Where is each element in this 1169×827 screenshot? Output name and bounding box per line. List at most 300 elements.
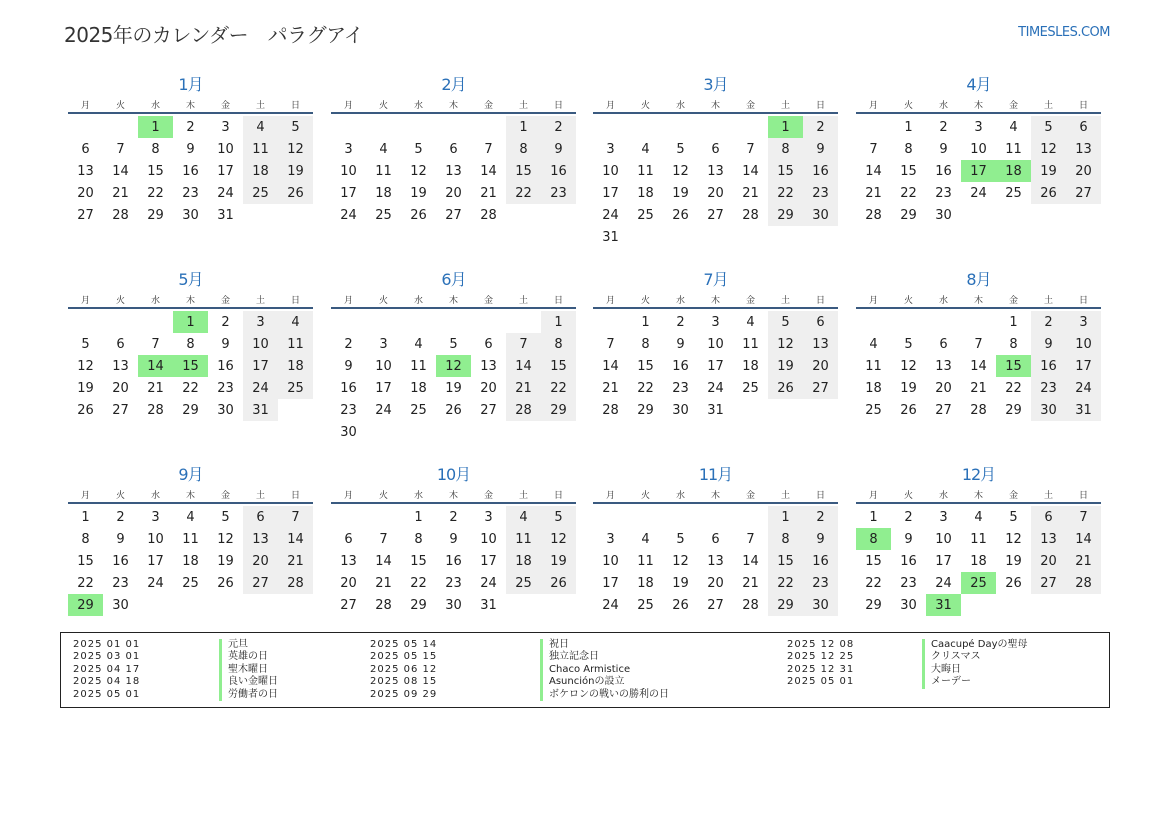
day-cell: 27 <box>803 377 838 399</box>
legend-date: 2025 12 31 <box>787 663 855 675</box>
day-cell: 2 <box>939 119 948 135</box>
day-cell: 22 <box>410 575 427 591</box>
weekday-header <box>68 291 313 309</box>
day-grid <box>331 506 576 616</box>
weekday-label: 金 <box>220 295 230 306</box>
day-cell: 15 <box>900 163 917 179</box>
weekday-label: 土 <box>518 490 528 501</box>
empty-cell <box>593 311 628 333</box>
day-cell: 2 <box>541 116 576 138</box>
legend-date: 2025 06 12 <box>370 663 438 675</box>
weekday-label: 月 <box>605 100 615 111</box>
day-cell: 16 <box>672 358 689 374</box>
weekday-label: 火 <box>378 295 388 306</box>
day-cell: 13 <box>243 528 278 550</box>
day-cell: 21 <box>865 185 882 201</box>
holiday-day-cell: 1 <box>768 116 803 138</box>
weekday-header <box>68 486 313 504</box>
weekday-label: 金 <box>220 490 230 501</box>
day-cell: 14 <box>278 528 313 550</box>
day-cell: 4 <box>974 509 983 525</box>
day-cell: 16 <box>1031 355 1066 377</box>
weekday-label: 水 <box>938 295 948 306</box>
empty-cell <box>401 311 436 333</box>
day-grid <box>593 116 838 248</box>
weekday-label: 水 <box>675 490 685 501</box>
day-cell: 19 <box>900 380 917 396</box>
weekday-label: 金 <box>1008 295 1018 306</box>
day-cell: 16 <box>182 163 199 179</box>
day-cell: 6 <box>81 141 90 157</box>
day-cell: 17 <box>602 575 619 591</box>
empty-cell <box>926 311 961 333</box>
day-cell: 23 <box>803 572 838 594</box>
weekday-label: 月 <box>343 295 353 306</box>
day-cell: 11 <box>970 531 987 547</box>
weekday-label: 木 <box>185 100 195 111</box>
day-cell: 27 <box>340 597 357 613</box>
day-cell: 23 <box>1031 377 1066 399</box>
day-cell: 24 <box>480 575 497 591</box>
weekday-label: 木 <box>185 295 195 306</box>
legend-holiday-name: 元旦 <box>219 639 278 651</box>
weekday-label: 木 <box>710 490 720 501</box>
day-cell: 30 <box>803 594 838 616</box>
weekday-label: 日 <box>815 490 825 501</box>
day-cell: 31 <box>480 597 497 613</box>
legend-holiday-name: メーデー <box>922 676 1028 688</box>
day-cell: 19 <box>1005 553 1022 569</box>
weekday-label: 火 <box>115 295 125 306</box>
weekday-label: 水 <box>413 295 423 306</box>
weekday-label: 木 <box>710 100 720 111</box>
weekday-label: 火 <box>378 490 388 501</box>
empty-cell <box>471 116 506 138</box>
day-cell: 20 <box>243 550 278 572</box>
day-cell: 14 <box>970 358 987 374</box>
month-name: 3月 <box>703 75 728 94</box>
holiday-day-cell: 1 <box>138 116 173 138</box>
day-cell: 8 <box>414 531 423 547</box>
day-cell: 28 <box>147 402 164 418</box>
day-cell: 12 <box>768 333 803 355</box>
day-cell: 25 <box>506 572 541 594</box>
day-cell: 7 <box>379 531 388 547</box>
day-cell: 18 <box>865 380 882 396</box>
day-grid <box>68 311 313 421</box>
weekday-label: 月 <box>868 295 878 306</box>
empty-cell <box>698 506 733 528</box>
day-cell: 27 <box>445 207 462 223</box>
weekday-label: 土 <box>1043 490 1053 501</box>
day-cell: 18 <box>970 553 987 569</box>
day-cell: 6 <box>116 336 125 352</box>
day-cell: 27 <box>707 207 724 223</box>
weekday-label: 金 <box>745 295 755 306</box>
day-cell: 16 <box>445 553 462 569</box>
day-grid <box>68 506 313 616</box>
day-cell: 16 <box>217 358 234 374</box>
legend-date: 2025 08 15 <box>370 676 438 688</box>
weekday-header <box>331 96 576 114</box>
day-cell: 17 <box>602 185 619 201</box>
holiday-day-cell: 25 <box>961 572 996 594</box>
day-cell: 31 <box>1066 399 1101 421</box>
day-cell: 24 <box>1066 377 1101 399</box>
weekday-label: 月 <box>80 295 90 306</box>
day-cell: 9 <box>939 141 948 157</box>
day-cell: 12 <box>900 358 917 374</box>
weekday-header <box>331 291 576 309</box>
day-cell: 3 <box>939 509 948 525</box>
month-block <box>331 464 576 616</box>
day-cell: 24 <box>375 402 392 418</box>
weekday-label: 水 <box>150 295 160 306</box>
month-block <box>593 74 838 248</box>
day-cell: 19 <box>217 553 234 569</box>
day-cell: 30 <box>672 402 689 418</box>
day-cell: 18 <box>637 575 654 591</box>
weekday-label: 土 <box>518 100 528 111</box>
day-cell: 22 <box>506 182 541 204</box>
empty-cell <box>331 506 366 528</box>
day-cell: 29 <box>147 207 164 223</box>
weekday-label: 金 <box>745 490 755 501</box>
legend-names-col-3 <box>922 639 1028 689</box>
empty-cell <box>593 116 628 138</box>
weekday-label: 木 <box>973 100 983 111</box>
day-cell: 10 <box>217 141 234 157</box>
weekday-label: 木 <box>973 490 983 501</box>
page-title: 2025年のカレンダー パラグアイ <box>64 23 364 47</box>
day-cell: 9 <box>449 531 458 547</box>
day-cell: 14 <box>480 163 497 179</box>
day-cell: 28 <box>1066 572 1101 594</box>
legend-dates-col-2 <box>370 639 437 701</box>
empty-cell <box>733 506 768 528</box>
weekday-header <box>856 291 1101 309</box>
day-cell: 22 <box>768 182 803 204</box>
day-cell: 19 <box>445 380 462 396</box>
day-cell: 2 <box>803 506 838 528</box>
day-cell: 3 <box>221 119 230 135</box>
day-cell: 15 <box>147 163 164 179</box>
weekday-label: 水 <box>150 490 160 501</box>
holiday-day-cell: 18 <box>996 160 1031 182</box>
day-cell: 23 <box>672 380 689 396</box>
weekday-label: 土 <box>518 295 528 306</box>
day-cell: 2 <box>116 509 125 525</box>
day-cell: 22 <box>865 575 882 591</box>
weekday-label: 月 <box>605 295 615 306</box>
legend-holiday-name: 労働者の日 <box>219 689 278 701</box>
day-cell: 24 <box>147 575 164 591</box>
weekday-header <box>593 96 838 114</box>
day-cell: 6 <box>449 141 458 157</box>
legend-holiday-name: 英雄の日 <box>219 651 278 663</box>
day-cell: 23 <box>182 185 199 201</box>
day-cell: 20 <box>1066 160 1101 182</box>
day-cell: 22 <box>77 575 94 591</box>
day-grid <box>593 311 838 421</box>
day-cell: 29 <box>637 402 654 418</box>
day-cell: 15 <box>637 358 654 374</box>
day-cell: 4 <box>186 509 195 525</box>
day-cell: 12 <box>278 138 313 160</box>
day-cell: 16 <box>935 163 952 179</box>
day-cell: 29 <box>768 594 803 616</box>
weekday-label: 木 <box>710 295 720 306</box>
day-cell: 22 <box>182 380 199 396</box>
day-cell: 10 <box>480 531 497 547</box>
day-cell: 20 <box>935 380 952 396</box>
legend-holiday-name: Caacupé Dayの聖母 <box>922 639 1028 651</box>
weekday-label: 木 <box>448 100 458 111</box>
day-cell: 24 <box>707 380 724 396</box>
weekday-label: 木 <box>973 295 983 306</box>
day-cell: 19 <box>1031 160 1066 182</box>
day-cell: 4 <box>379 141 388 157</box>
day-cell: 2 <box>1031 311 1066 333</box>
weekday-label: 金 <box>1008 100 1018 111</box>
holiday-day-cell: 1 <box>173 311 208 333</box>
month-block <box>593 269 838 421</box>
day-cell: 12 <box>217 531 234 547</box>
day-cell: 11 <box>1005 141 1022 157</box>
day-cell: 26 <box>1005 575 1022 591</box>
month-name: 11月 <box>698 465 733 484</box>
day-cell: 14 <box>865 163 882 179</box>
legend-dates-col-3 <box>787 639 854 689</box>
day-cell: 25 <box>243 182 278 204</box>
holiday-day-cell: 12 <box>436 355 471 377</box>
day-cell: 28 <box>865 207 882 223</box>
day-cell: 15 <box>410 553 427 569</box>
day-cell: 5 <box>676 531 685 547</box>
day-cell: 9 <box>221 336 230 352</box>
day-cell: 11 <box>637 553 654 569</box>
day-cell: 14 <box>602 358 619 374</box>
legend-date: 2025 05 15 <box>370 651 438 663</box>
day-cell: 4 <box>278 311 313 333</box>
day-cell: 16 <box>803 550 838 572</box>
weekday-label: 火 <box>903 100 913 111</box>
day-cell: 28 <box>742 597 759 613</box>
legend-holiday-name: 良い金曜日 <box>219 676 278 688</box>
day-cell: 5 <box>541 506 576 528</box>
weekday-label: 月 <box>343 490 353 501</box>
empty-cell <box>331 311 366 333</box>
empty-cell <box>103 116 138 138</box>
day-cell: 3 <box>243 311 278 333</box>
day-cell: 25 <box>410 402 427 418</box>
day-cell: 26 <box>768 377 803 399</box>
month-block <box>68 464 313 616</box>
day-cell: 23 <box>935 185 952 201</box>
weekday-label: 月 <box>343 100 353 111</box>
empty-cell <box>366 311 401 333</box>
day-cell: 2 <box>676 314 685 330</box>
weekday-label: 金 <box>1008 490 1018 501</box>
legend-date: 2025 05 01 <box>73 688 141 700</box>
month-block <box>331 74 576 226</box>
day-cell: 30 <box>935 207 952 223</box>
legend-date: 2025 09 29 <box>370 688 438 700</box>
month-name: 2月 <box>441 75 466 94</box>
day-cell: 9 <box>116 531 125 547</box>
day-cell: 6 <box>243 506 278 528</box>
day-cell: 8 <box>904 141 913 157</box>
day-cell: 5 <box>278 116 313 138</box>
legend-date: 2025 05 14 <box>370 639 438 650</box>
weekday-label: 土 <box>1043 295 1053 306</box>
month-name: 1月 <box>178 75 203 94</box>
day-cell: 5 <box>81 336 90 352</box>
day-cell: 6 <box>803 311 838 333</box>
day-cell: 28 <box>506 399 541 421</box>
day-cell: 2 <box>904 509 913 525</box>
day-cell: 9 <box>904 531 913 547</box>
day-cell: 30 <box>445 597 462 613</box>
day-grid <box>593 506 838 616</box>
day-cell: 18 <box>243 160 278 182</box>
empty-cell <box>961 311 996 333</box>
day-cell: 8 <box>1009 336 1018 352</box>
empty-cell <box>856 311 891 333</box>
day-cell: 15 <box>506 160 541 182</box>
weekday-label: 水 <box>413 100 423 111</box>
empty-cell <box>891 311 926 333</box>
holiday-day-cell: 14 <box>138 355 173 377</box>
day-cell: 6 <box>484 336 493 352</box>
month-block <box>856 74 1101 226</box>
holiday-day-cell: 31 <box>926 594 961 616</box>
day-cell: 5 <box>768 311 803 333</box>
empty-cell <box>68 116 103 138</box>
day-cell: 30 <box>182 207 199 223</box>
day-cell: 15 <box>541 355 576 377</box>
day-cell: 6 <box>1031 506 1066 528</box>
day-cell: 5 <box>1009 509 1018 525</box>
day-cell: 10 <box>375 358 392 374</box>
day-cell: 21 <box>602 380 619 396</box>
day-cell: 10 <box>602 163 619 179</box>
day-cell: 23 <box>445 575 462 591</box>
day-cell: 22 <box>637 380 654 396</box>
day-cell: 1 <box>506 116 541 138</box>
weekday-label: 火 <box>640 100 650 111</box>
weekday-label: 土 <box>1043 100 1053 111</box>
day-grid <box>331 116 576 226</box>
day-cell: 7 <box>151 336 160 352</box>
day-cell: 30 <box>900 597 917 613</box>
day-cell: 12 <box>410 163 427 179</box>
day-cell: 1 <box>768 506 803 528</box>
day-cell: 11 <box>865 358 882 374</box>
day-grid <box>331 311 576 443</box>
day-cell: 26 <box>672 207 689 223</box>
empty-cell <box>436 116 471 138</box>
day-cell: 4 <box>414 336 423 352</box>
day-cell: 26 <box>900 402 917 418</box>
day-cell: 11 <box>742 336 759 352</box>
day-cell: 16 <box>340 380 357 396</box>
day-cell: 28 <box>602 402 619 418</box>
day-cell: 12 <box>1005 531 1022 547</box>
day-cell: 7 <box>746 141 755 157</box>
day-cell: 8 <box>541 333 576 355</box>
day-cell: 15 <box>77 553 94 569</box>
day-cell: 2 <box>186 119 195 135</box>
weekday-label: 土 <box>780 490 790 501</box>
day-cell: 13 <box>1031 528 1066 550</box>
day-cell: 7 <box>869 141 878 157</box>
day-cell: 3 <box>1066 311 1101 333</box>
day-cell: 18 <box>742 358 759 374</box>
day-cell: 27 <box>935 402 952 418</box>
day-cell: 11 <box>243 138 278 160</box>
month-block <box>856 269 1101 421</box>
day-cell: 13 <box>803 333 838 355</box>
day-cell: 27 <box>707 597 724 613</box>
day-cell: 22 <box>900 185 917 201</box>
day-cell: 11 <box>182 531 199 547</box>
day-cell: 30 <box>112 597 129 613</box>
month-block <box>68 269 313 421</box>
weekday-label: 木 <box>448 295 458 306</box>
site-brand-link[interactable]: TIMESLES.COM <box>1018 25 1110 40</box>
month-block <box>593 464 838 616</box>
day-cell: 17 <box>935 553 952 569</box>
weekday-header <box>68 96 313 114</box>
day-cell: 18 <box>506 550 541 572</box>
empty-cell <box>593 506 628 528</box>
day-cell: 12 <box>672 553 689 569</box>
weekday-label: 月 <box>80 100 90 111</box>
weekday-label: 金 <box>483 295 493 306</box>
day-cell: 6 <box>1066 116 1101 138</box>
day-cell: 14 <box>506 355 541 377</box>
weekday-label: 日 <box>290 295 300 306</box>
day-cell: 18 <box>278 355 313 377</box>
day-cell: 25 <box>742 380 759 396</box>
day-cell: 1 <box>1009 314 1018 330</box>
weekday-header <box>593 291 838 309</box>
day-cell: 20 <box>445 185 462 201</box>
day-cell: 11 <box>375 163 392 179</box>
day-cell: 6 <box>344 531 353 547</box>
day-cell: 18 <box>375 185 392 201</box>
day-cell: 30 <box>340 424 357 440</box>
day-cell: 3 <box>606 531 615 547</box>
day-cell: 8 <box>81 531 90 547</box>
day-cell: 8 <box>186 336 195 352</box>
day-cell: 7 <box>484 141 493 157</box>
day-cell: 27 <box>112 402 129 418</box>
empty-cell <box>401 116 436 138</box>
legend-holiday-name: 独立記念日 <box>540 651 669 663</box>
day-cell: 25 <box>182 575 199 591</box>
day-cell: 17 <box>480 553 497 569</box>
day-cell: 10 <box>243 333 278 355</box>
legend-holiday-name: ボケロンの戦いの勝利の日 <box>540 689 669 701</box>
day-cell: 4 <box>506 506 541 528</box>
holiday-day-cell: 17 <box>961 160 996 182</box>
day-cell: 5 <box>1031 116 1066 138</box>
day-cell: 14 <box>112 163 129 179</box>
weekday-header <box>856 96 1101 114</box>
day-cell: 13 <box>77 163 94 179</box>
